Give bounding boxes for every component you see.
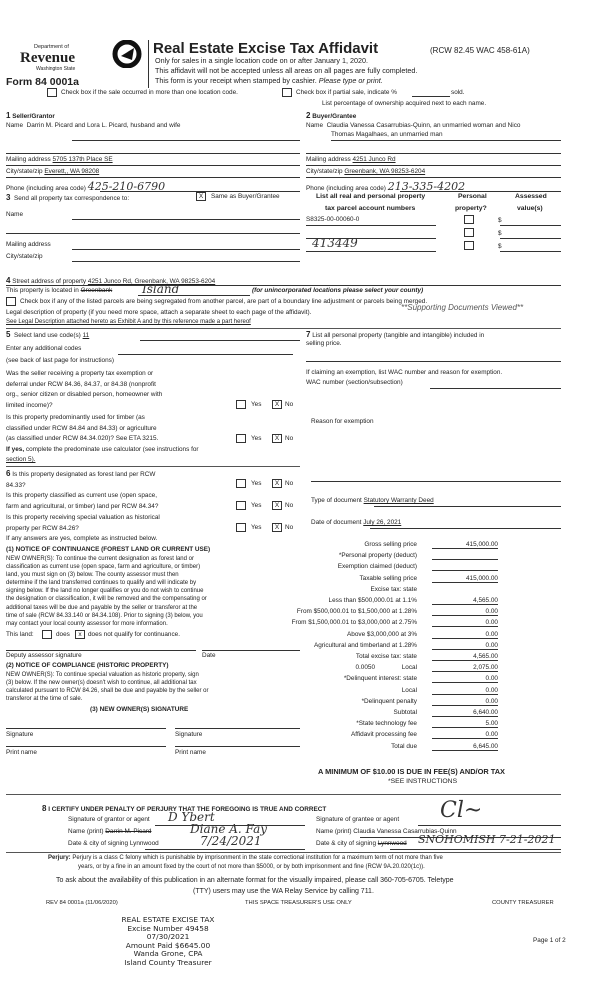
tax-row [296, 608, 500, 619]
additional-codes-field[interactable] [118, 354, 293, 355]
tax-row [300, 743, 500, 754]
tax-row [300, 586, 500, 597]
tax-row-value[interactable]: 0.00 [432, 675, 498, 683]
tax-row-value[interactable]: 6,645.00 [432, 743, 498, 751]
forest-no-checkbox[interactable]: X [272, 479, 282, 488]
tax-row-label: Excise tax: state [370, 585, 417, 593]
tax-row-value[interactable]: 0.00 [432, 608, 498, 616]
tax-row [300, 575, 500, 586]
tax-row [300, 731, 500, 742]
tax-row-value[interactable]: 0.00 [432, 631, 498, 639]
tax-row [300, 642, 500, 653]
tax-row-label: Affidavit processing fee [351, 731, 417, 739]
tax-row-label: Gross selling price [364, 541, 417, 548]
personal-property-checkbox-3[interactable] [464, 241, 474, 250]
tax-row [300, 675, 500, 686]
tax-row-label: Agricultural and timberland at 1.28% [313, 641, 417, 649]
tax-row [300, 552, 500, 563]
supporting-docs-stamp: **Supporting Documents Viewed** [401, 303, 524, 312]
current-use-no-checkbox[interactable]: X [272, 501, 282, 510]
tax-row-value[interactable] [432, 552, 498, 560]
tax-row-label: Above $3,000,000 at 3% [347, 630, 417, 638]
does-qualify-checkbox[interactable] [42, 630, 52, 639]
document-type[interactable]: Statutory Warranty Deed [363, 497, 434, 504]
seller-phone[interactable]: 425-210-6790 [87, 180, 166, 193]
parcel-number-2[interactable]: 413449 [312, 236, 358, 250]
tax-row-value[interactable]: 0.00 [432, 698, 498, 706]
does-not-qualify-checkbox[interactable]: x [75, 630, 85, 639]
seller-city[interactable]: Everett,, WA 98208 [44, 168, 100, 175]
tax-row [300, 541, 500, 552]
treasurer-receipt-stamp: REAL ESTATE EXCISE TAX Excise Number 49458 07/30/2021 Amount Paid $6645.00 Wanda Grone, CPA Island County Treasurer [121, 915, 215, 967]
minimum-due-notice: A MINIMUM OF $10.00 IS DUE IN FEE(S) AND/OR TAX [318, 767, 505, 776]
tax-row-value[interactable] [432, 563, 498, 571]
personal-property-field[interactable] [306, 361, 561, 362]
yes-checkbox[interactable] [236, 400, 246, 409]
tax-row-label: From $1,500,000.01 to $3,000,000 at 2.75% [291, 619, 417, 627]
tax-row [300, 709, 500, 720]
yes-checkbox[interactable] [236, 434, 246, 443]
tax-row-value[interactable]: 2,075.00 [432, 664, 498, 672]
buyer-phone[interactable]: 213-335-4202 [387, 180, 466, 193]
tax-row-label: *Personal property (deduct) [338, 552, 417, 560]
tax-row-value[interactable]: 0.00 [432, 687, 498, 695]
new-owner-signature-1[interactable] [6, 728, 166, 729]
tax-row-label: Local [401, 664, 417, 672]
tax-row-value[interactable]: 0.00 [432, 619, 498, 627]
historic-no-checkbox[interactable]: X [272, 523, 282, 532]
tax-row [300, 653, 500, 664]
tax-row-label: From $500,000.01 to $1,500,000 at 1.28% [296, 608, 417, 616]
current-use-yes-checkbox[interactable] [236, 501, 246, 510]
buyer-mail[interactable]: 4251 Junco Rd [352, 156, 396, 163]
land-use-code[interactable]: 11 [82, 332, 90, 339]
correspondence-mail-field[interactable] [72, 249, 300, 250]
page-number: Page 1 of 2 [533, 937, 566, 944]
document-date[interactable]: July 26, 2021 [363, 519, 402, 526]
form-number: Form 84 0001a [6, 76, 79, 88]
tax-row [300, 563, 500, 574]
parcel-number-1[interactable]: S8325-00-00060-0 [306, 216, 360, 223]
property-address[interactable]: 4251 Junco Rd, Greenbank, WA 98253-6204 [87, 278, 216, 285]
tax-row-label: Less than $500,000.01 at 1.1% [328, 597, 417, 604]
grantor-print-name[interactable]: Diane A. Fay [190, 822, 267, 836]
tax-row [300, 698, 500, 709]
wac-number-field[interactable] [430, 388, 561, 389]
tax-row-label: Total due [391, 742, 417, 750]
tax-row [300, 664, 500, 675]
seller-mail[interactable]: 5705 137th Place SE [52, 156, 113, 163]
tax-row-value[interactable]: 0.00 [432, 642, 498, 650]
new-owner-signature-2[interactable] [175, 728, 300, 729]
tax-row-value[interactable]: 4,565.00 [432, 653, 498, 661]
partial-sale-checkbox[interactable] [282, 88, 292, 97]
buyer-name[interactable]: Claudia Vanessa Casarrubias-Quinn, an unmarried woman and Nico [326, 122, 521, 129]
tax-row-label: Taxable selling price [359, 574, 417, 582]
tax-row [300, 687, 500, 698]
personal-property-checkbox-1[interactable] [464, 215, 474, 224]
tax-row-value[interactable]: 4,565.00 [432, 597, 498, 605]
exemption-reason-field[interactable] [311, 481, 561, 482]
grantor-sign-date[interactable]: 7/24/2021 [200, 834, 262, 848]
tax-row [300, 720, 500, 731]
tax-row-value[interactable]: 0.00 [432, 731, 498, 739]
tax-row-label: *Delinquent interest: state [343, 675, 417, 683]
dor-logo-icon [112, 40, 142, 68]
tax-row-label: Exemption claimed (deduct) [337, 563, 417, 571]
correspondence-city-field[interactable] [72, 261, 300, 262]
legal-description[interactable]: See Legal Description attached hereto as Exhibit A and by this reference made a part hereof [6, 319, 251, 325]
tax-row-label: *State technology fee [356, 720, 417, 728]
property-county[interactable]: Island [142, 282, 180, 296]
correspondence-name-field[interactable] [72, 219, 300, 220]
multi-location-checkbox[interactable] [47, 88, 57, 97]
tax-row-label: Subtotal [393, 709, 417, 716]
tax-row-label: *Delinquent penalty [361, 697, 417, 705]
segregation-checkbox[interactable] [6, 297, 16, 306]
buyer-city[interactable]: Greenbank, WA 98253-6204 [344, 168, 426, 175]
historic-yes-checkbox[interactable] [236, 523, 246, 532]
forest-yes-checkbox[interactable] [236, 479, 246, 488]
local-rate: 0.0050 [355, 664, 375, 672]
grantee-sign-date[interactable]: SNOHOMISH 7-21-2021 [418, 833, 556, 846]
tax-row [291, 619, 500, 630]
same-as-buyer-checkbox[interactable]: X [196, 192, 206, 201]
seller-name[interactable]: Darrin M. Picard and Lora L. Picard, husband and wife [26, 122, 181, 129]
grantee-print-name[interactable]: Claudia Vanessa Casarrubias-Quinn [353, 828, 457, 835]
tax-row-value[interactable]: 6,640.00 [432, 709, 498, 717]
grantor-signature[interactable]: D Ybert [168, 810, 215, 824]
form-title: Real Estate Excise Tax Affidavit [153, 40, 379, 57]
grantee-signature[interactable]: Cl~ [440, 798, 483, 823]
no-checkbox[interactable]: X [272, 400, 282, 409]
no-checkbox[interactable]: X [272, 434, 282, 443]
tax-row-value[interactable]: 5.00 [432, 720, 498, 728]
tax-row-value[interactable]: 415,000.00 [432, 541, 498, 549]
tax-row [300, 631, 500, 642]
personal-property-checkbox-2[interactable] [464, 228, 474, 237]
tax-row-label: Local [401, 686, 417, 694]
deputy-assessor-signature-field[interactable] [6, 650, 196, 651]
tax-row [300, 597, 500, 608]
tax-row-value[interactable]: 415,000.00 [432, 575, 498, 583]
tax-row-label: Total excise tax: state [355, 653, 417, 660]
